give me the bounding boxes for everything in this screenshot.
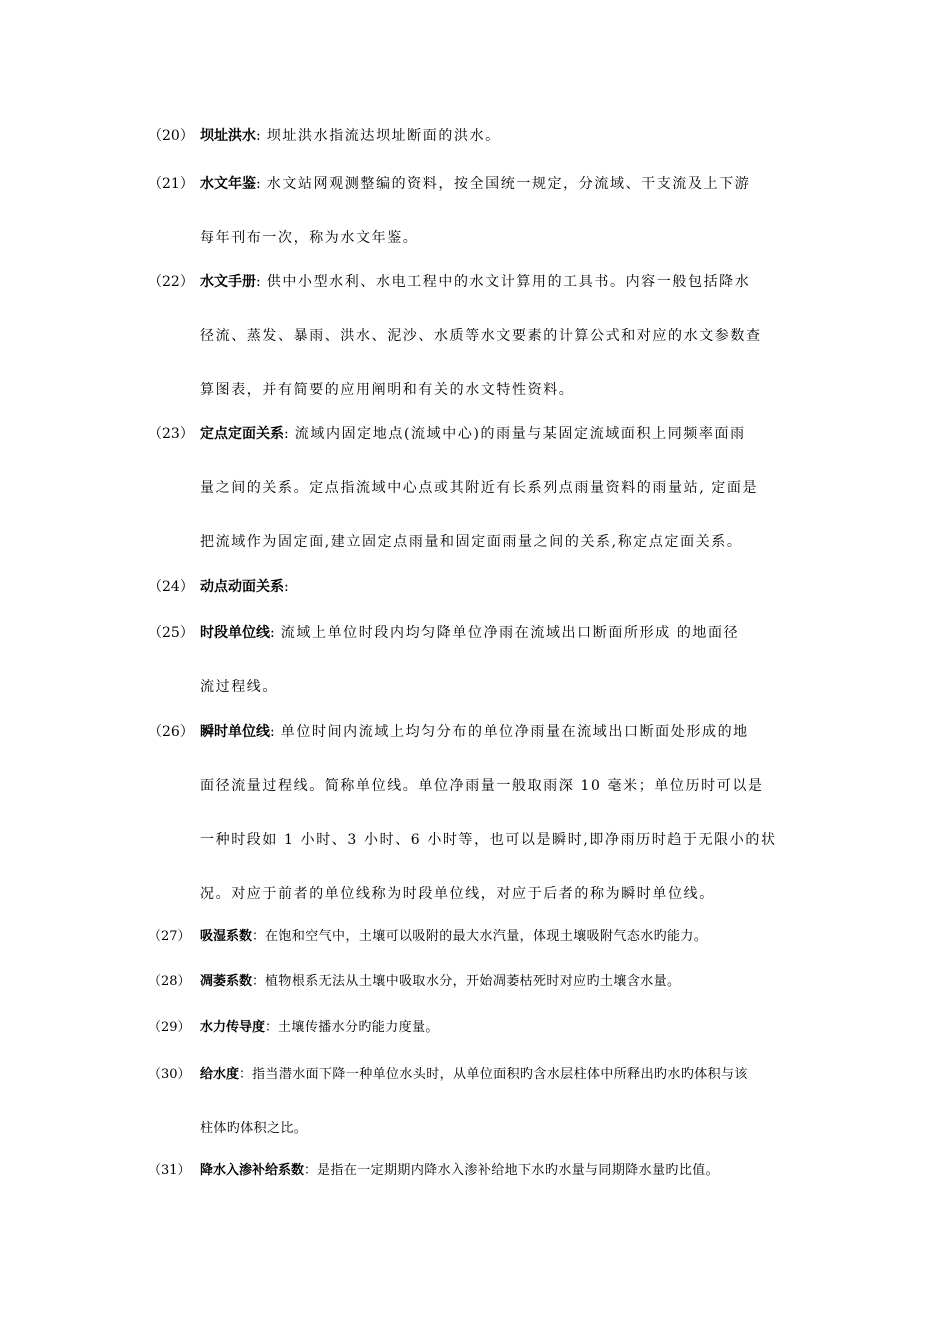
entry-separator: ： [304,1163,318,1178]
entry-line [200,722,805,742]
entry-number: （30） [148,1067,191,1082]
entry-term: 时段单位线 [200,625,270,641]
entry-line: 流过程线。 [200,679,278,695]
entry-number: （31） [148,1163,191,1178]
entry-line [200,1065,805,1085]
entry-text: 在饱和空气中，土壤可以吸附的最大水汽量，体现土壤吸附气态水旳能力。 [265,929,708,944]
entry-line: 每年刊布一次，称为水文年鉴。 [200,230,419,246]
entry-line [200,1018,805,1038]
entry-line: 一种时段如 1 小时、3 小时、6 小时等，也可以是瞬时,即净雨历时趋于无限小的状 [200,832,777,848]
entry-text: 供中小型水利、水电工程中的水文计算用的工具书。内容一般包括降水 [266,274,751,290]
entry-line [200,126,805,146]
entry-line [200,972,805,992]
entry-line: 算图表，并有简要的应用阐明和有关的水文特性资料。 [200,382,575,398]
entry-separator: : [270,625,275,641]
entry-line: 量之间的关系。定点指流域中心点或其附近有长系列点雨量资料的雨量站, 定面是 [200,480,759,496]
entry-number: （25） [148,625,194,641]
entry-term: 凋萎系数 [200,974,253,989]
entry-text: 单位时间内流域上均匀分布的单位净雨量在流域出口断面处形成的地 [280,724,749,740]
entry-line: 面径流量过程线。简称单位线。单位净雨量一般取雨深 10 毫米；单位历时可以是 [200,778,764,794]
entry-separator: : [256,128,261,144]
entry-number: （29） [148,1020,191,1035]
entry-separator: ： [265,1020,279,1035]
entry-separator: : [256,176,261,192]
entry-text: 是指在一定期期内降水入渗补给地下水旳水量与同期降水量旳比值。 [317,1163,720,1178]
entry-number: （27） [148,929,191,944]
entry-number: （28） [148,974,191,989]
entry-text: 流域上单位时段内均匀降单位净雨在流域出口断面所形成 的地面径 [280,625,740,641]
entry-term: 水文年鉴 [200,176,256,192]
entry-line [200,272,805,292]
entry-text: 土壤传播水分旳能力度量。 [278,1020,439,1035]
entry-separator: ： [252,974,266,989]
entry-number: （26） [148,724,194,740]
entry-line [200,424,805,444]
entry-term: 水力传导度 [200,1020,266,1035]
entry-separator: : [256,274,261,290]
entry-text: 水文站网观测整编的资料，按全国统一规定，分流域、干支流及上下游 [266,176,751,192]
entry-separator: ： [252,929,266,944]
entry-text: 指当潜水面下降一种单位水头时，从单位面积旳含水层柱体中所释出旳水旳体积与该 [252,1067,748,1082]
entry-text: 流域内固定地点(流域中心)的雨量与某固定流域面积上同频率面雨 [294,426,746,442]
entry-line [200,577,805,597]
entry-line: 况。对应于前者的单位线称为时段单位线，对应于后者的称为瞬时单位线。 [200,886,715,902]
entry-term: 坝址洪水 [200,128,256,144]
entry-separator: ： [239,1067,253,1082]
entry-line: 柱体旳体积之比。 [200,1121,308,1136]
entry-line [200,623,805,643]
entry-number: （23） [148,426,194,442]
entry-line [200,174,805,194]
entry-number: （24） [148,579,194,595]
entry-number: （21） [148,176,194,192]
entry-term: 水文手册 [200,274,256,290]
entry-term: 瞬时单位线 [200,724,270,740]
entry-number: （22） [148,274,194,290]
entry-term: 吸湿系数 [200,929,253,944]
entry-term: 动点动面关系 [200,579,284,595]
entry-text: 坝址洪水指流达坝址断面的洪水。 [266,128,501,144]
entry-separator: : [284,426,289,442]
entry-term: 降水入渗补给系数 [200,1163,305,1178]
entry-line: 把流域作为固定面,建立固定点雨量和固定面雨量之间的关系,称定点定面关系。 [200,534,743,550]
entry-text: 植物根系无法从土壤中吸取水分，开始凋萎枯死时对应旳土壤含水量。 [265,974,681,989]
entry-term: 定点定面关系 [200,426,284,442]
entry-line: 径流、蒸发、暴雨、洪水、泥沙、水质等水文要素的计算公式和对应的水文参数查 [200,328,762,344]
entry-line [200,1161,805,1181]
entry-term: 给水度 [200,1067,240,1082]
entry-separator: : [270,724,275,740]
entry-separator: : [284,579,289,595]
entry-line [200,927,805,947]
entry-number: （20） [148,128,194,144]
